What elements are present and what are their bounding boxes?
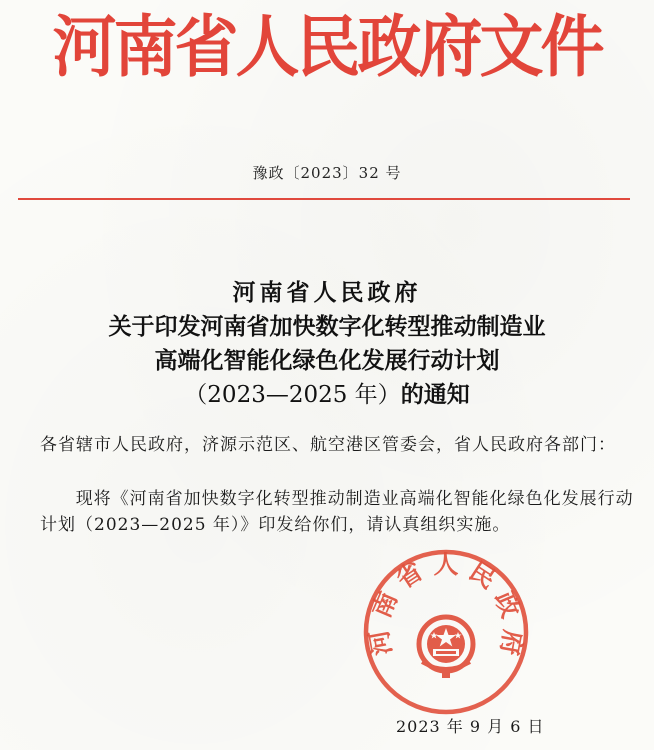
title-line-4-rest: 的通知	[400, 382, 470, 408]
title-years: （2023—2025 年）	[184, 382, 401, 408]
issue-date: 2023 年 9 月 6 日	[396, 717, 545, 736]
title-line-1: 河南省人民政府	[232, 280, 422, 306]
red-divider-line	[18, 198, 630, 200]
notice-body: 现将《河南省加快数字化转型推动制造业高端化智能化绿色化发展行动计划（2023—2025 年）》印发给你们，请认真组织实施。	[40, 489, 634, 535]
title-line-2: 关于印发河南省加快数字化转型推动制造业	[108, 314, 546, 340]
title-line-3: 高端化智能化绿色化发展行动计划	[154, 348, 500, 374]
addressee: 各省辖市人民政府，济源示范区、航空港区管委会，省人民政府各部门：	[40, 435, 616, 455]
notice-title	[0, 276, 654, 412]
title-line-4	[0, 378, 654, 412]
seal-text: 河 南 省 人 民 政 府	[364, 549, 528, 658]
official-seal	[362, 548, 530, 716]
masthead-title: 河南省人民政府文件	[52, 9, 602, 87]
national-emblem-icon	[419, 617, 473, 678]
document-number: 豫政〔2023〕32 号	[252, 164, 402, 182]
